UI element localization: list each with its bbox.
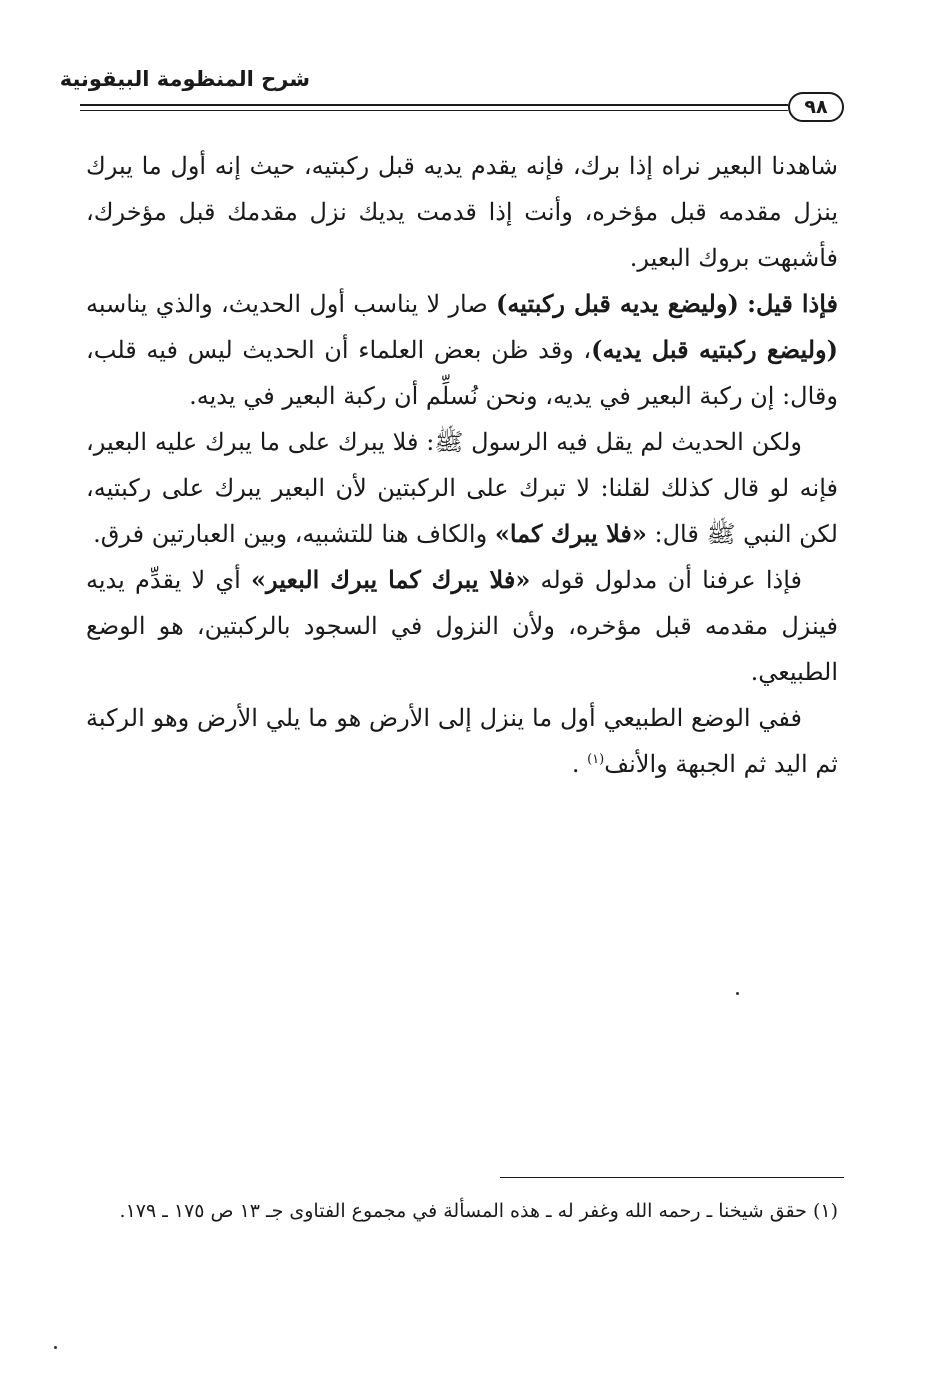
- paragraph-2-quote-1: (وليضع يديه قبل ركبتيه): [496, 289, 739, 318]
- footnote-reference-1[interactable]: (١): [587, 752, 605, 767]
- header-rule: [80, 104, 788, 111]
- paragraph-5-text-1: ففي الوضع الطبيعي أول ما ينزل إلى الأرض هو ما يلي الأرض وهو الركبة ثم اليد ثم الجبهة والأنف: [86, 704, 838, 778]
- body-text: [86, 143, 838, 787]
- paragraph-2-quote-2: (وليضع ركبتيه قبل يديه): [591, 335, 838, 364]
- paragraph-2-text-2: ، وقد ظن بعض العلماء أن الحديث ليس فيه قلب، وقال: إن ركبة البعير في يديه، ونحن نُسلِّم أن ركبة البعير في يديه.: [86, 336, 838, 410]
- paragraph-1: [86, 143, 838, 281]
- paragraph-3: [86, 419, 838, 557]
- scan-speck: [54, 1346, 57, 1349]
- page-number: ٩٨: [788, 92, 844, 122]
- paragraph-2-lead: فإذا قيل:: [747, 289, 838, 318]
- paragraph-5: [86, 695, 838, 787]
- paragraph-4-text-2: أي لا يقدِّم يديه فينزل مقدمه قبل مؤخره، ولأن النزول في السجود بالركبتين، هو الوضع الطبيعي.: [86, 566, 838, 686]
- footnote-1: (١) حقق شيخنا ـ رحمه الله وغفر له ـ هذه المسألة في مجموع الفتاوى جـ ١٣ ص ١٧٥ ـ ١٧٩.: [119, 1200, 838, 1222]
- paragraph-4-quote-1: «فلا يبرك كما يبرك البعير»: [251, 565, 531, 594]
- paragraph-5-text-2: .: [571, 750, 588, 778]
- paragraph-4-text-1: فإذا عرفنا أن مدلول قوله: [530, 566, 802, 594]
- paragraph-3-text-2: والكاف هنا للتشبيه، وبين العبارتين فرق.: [93, 520, 495, 548]
- paragraph-4: [86, 557, 838, 695]
- paragraph-2: [86, 281, 838, 419]
- scan-speck: [736, 992, 739, 995]
- footnote-separator: [500, 1177, 844, 1178]
- paragraph-1-text: شاهدنا البعير نراه إذا برك، فإنه يقدم يديه قبل ركبتيه، حيث إنه أول ما يبرك ينزل مقدمه قبل مؤخره، وأنت إذا قدمت يديك نزل مقدمك قبل مؤخرك، فأشبهت بروك البعير.: [86, 152, 838, 272]
- paragraph-3-quote-1: «فلا يبرك كما»: [494, 519, 647, 548]
- paragraph-3-text-1: ولكن الحديث لم يقل فيه الرسول ﷺ: فلا يبرك على ما يبرك عليه البعير، فإنه لو قال كذلك لقلنا: لا تبرك على الركبتين لأن البعير يبرك على ركبتيه، لكن النبي ﷺ قال:: [86, 428, 838, 548]
- footnotes: [86, 1192, 838, 1230]
- paragraph-2-text-1: صار لا يناسب أول الحديث، والذي يناسبه: [86, 290, 497, 318]
- running-title: شرح المنظومة البيقونية: [59, 67, 310, 91]
